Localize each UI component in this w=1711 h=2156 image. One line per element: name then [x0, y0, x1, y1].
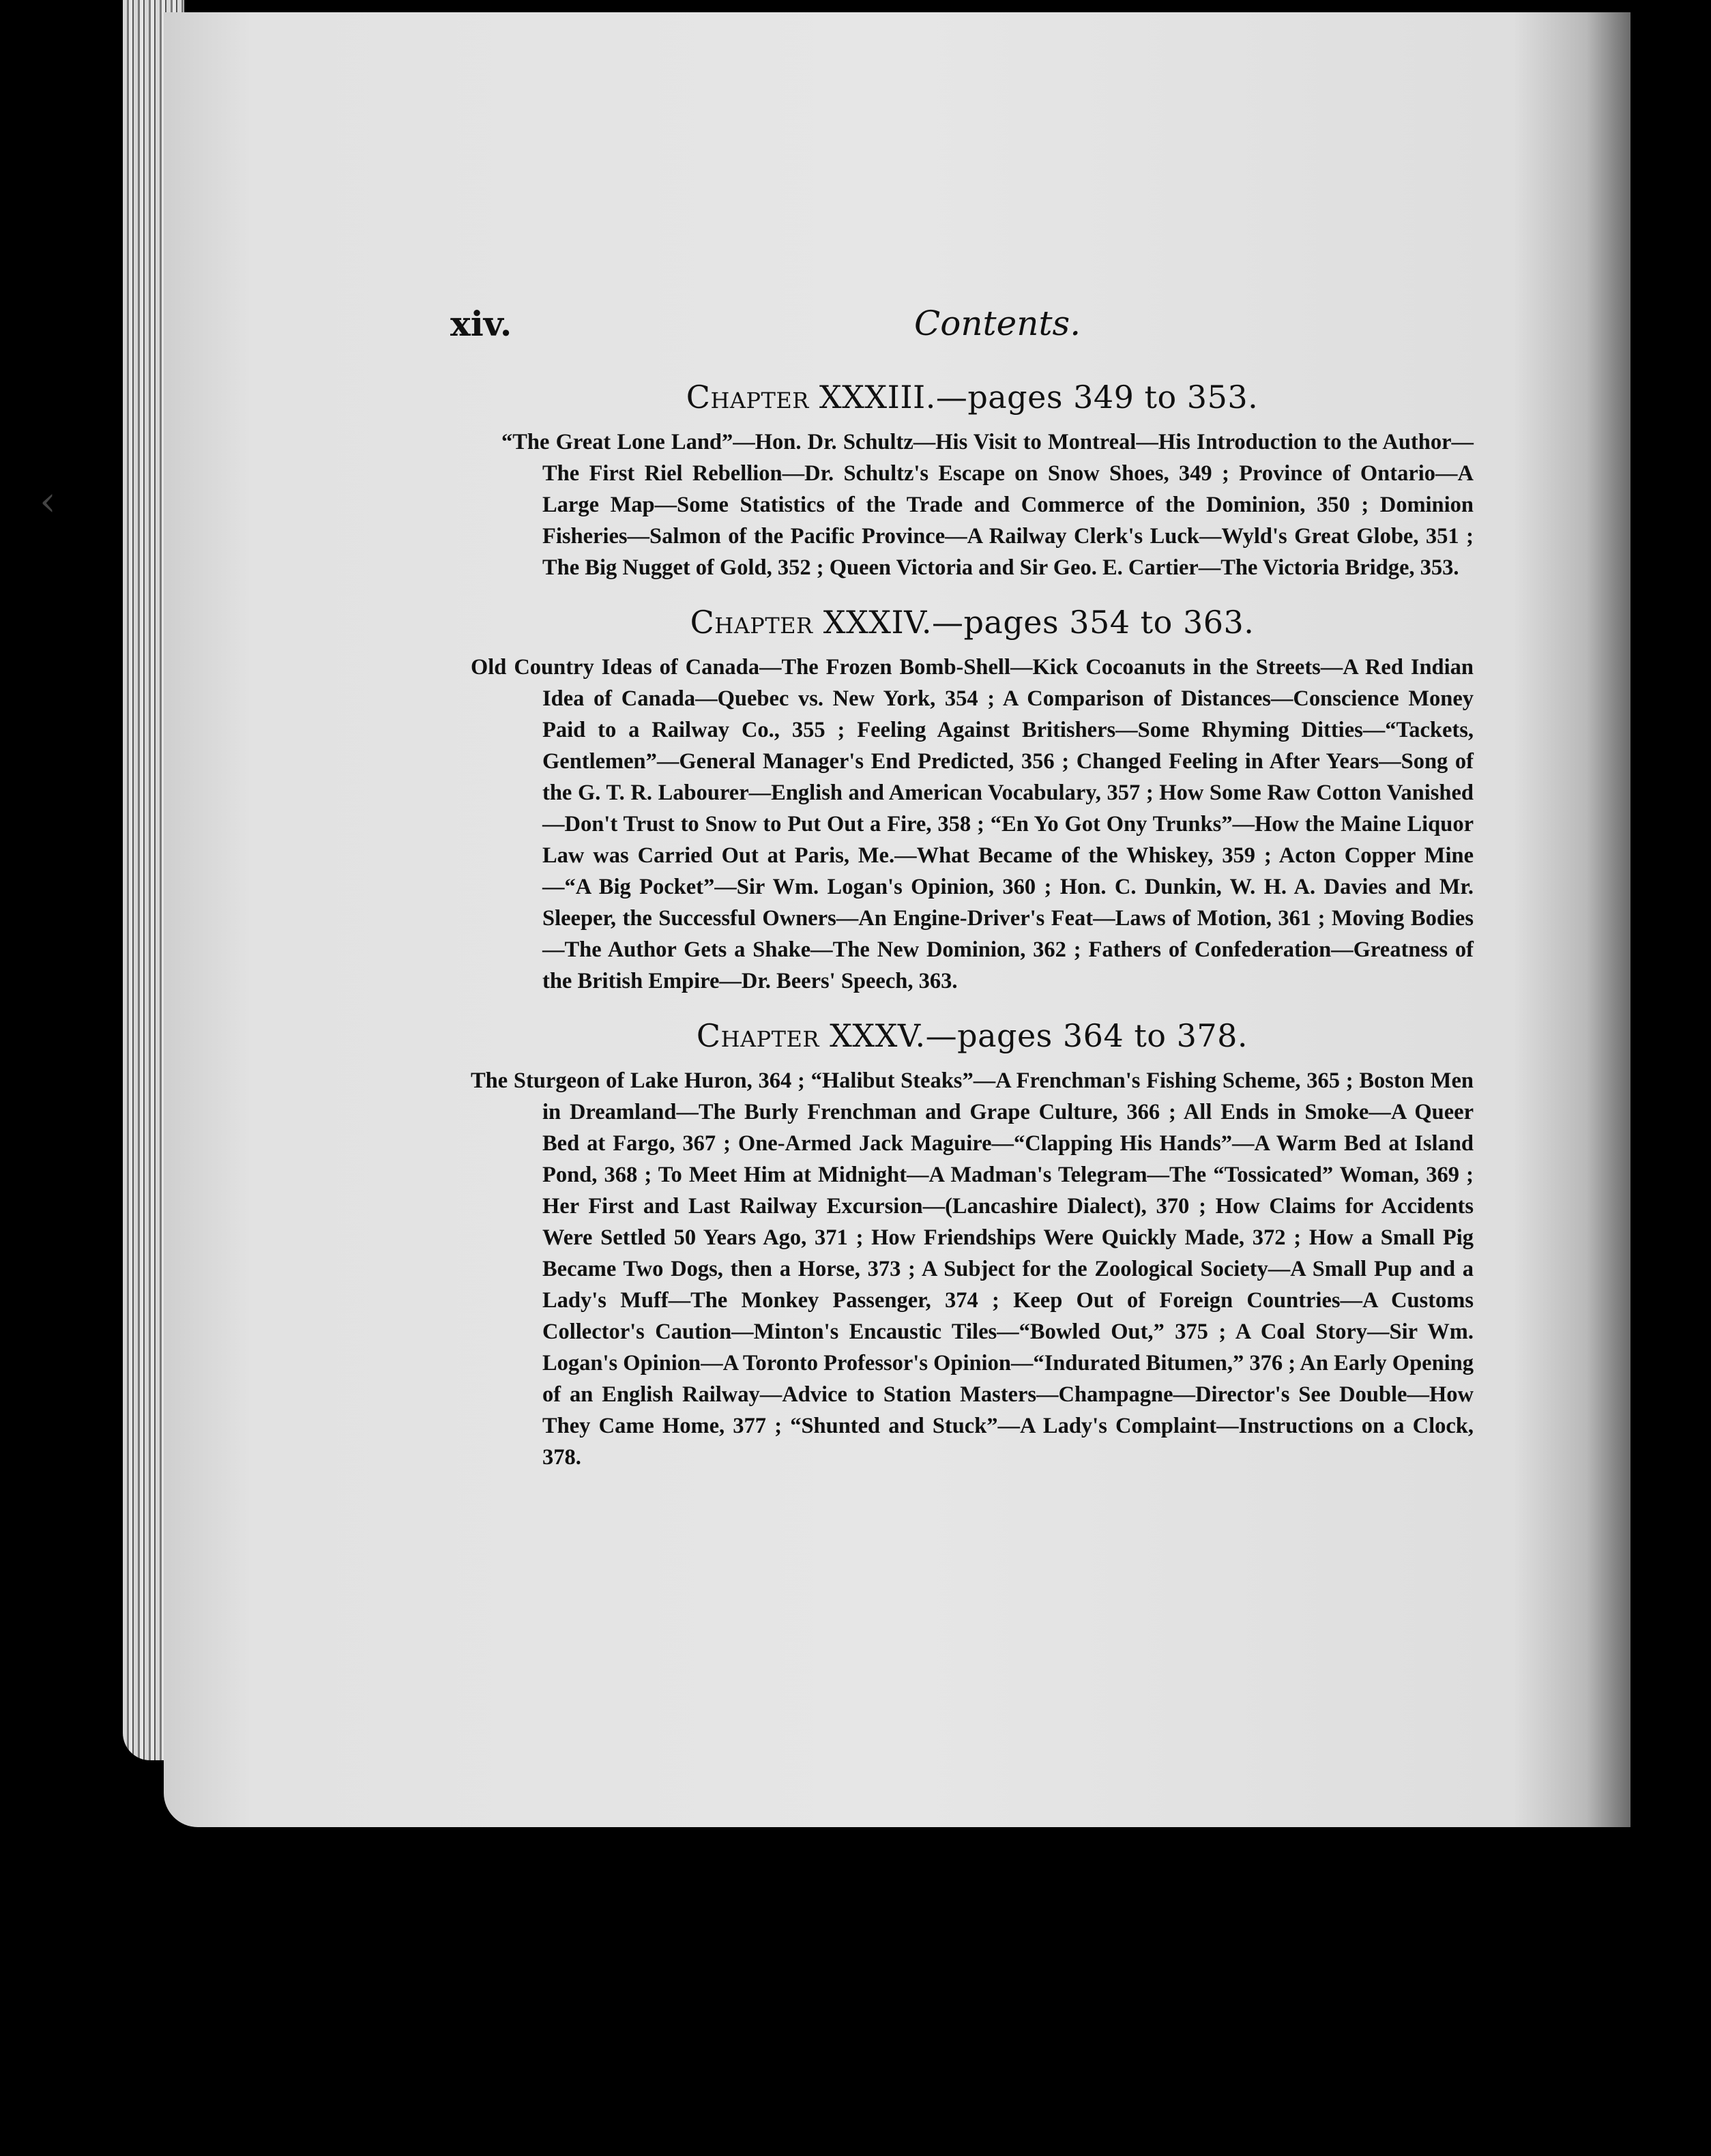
chapter-number-pages: XXXV.—pages 364 to 378. [819, 1017, 1248, 1054]
chapter-section [471, 1017, 1474, 1473]
chapter-label: Chapter [686, 379, 809, 416]
contents-body [471, 379, 1474, 1494]
page-header [450, 304, 1515, 358]
chapter-number-pages: XXXIV.—pages 354 to 363. [813, 604, 1255, 641]
running-title: Contents. [914, 304, 1081, 343]
margin-mark: ‹ [40, 478, 56, 525]
page-number: xiv. [450, 304, 512, 344]
chapter-section [471, 604, 1474, 997]
chapter-number-pages: XXXIII.—pages 349 to 353. [808, 379, 1259, 416]
chapter-summary: Old Country Ideas of Canada—The Frozen Bomb-Shell—Kick Cocoanuts in the Streets—A Red Indian Idea of Canada—Quebec vs. New York, 354 ; A Comparison of Distances—Conscience Money Paid to a Railway Co., 355 ; Feeling Against Britishers—Some Rhyming Ditties—“Tackets, Gentlemen”—General Manager's End Predicted, 356 ; Changed Feeling in After Years—Song of the G. T. R. Labourer—English and American Vocabulary, 357 ; How Some Raw Cotton Vanished—Don't Trust to Snow to Put Out a Fire, 358 ; “En Yo Got Ony Trunks”—How the Maine Liquor Law was Carried Out at Paris, Me.—What Became of the Whiskey, 359 ; Acton Copper Mine—“A Big Pocket”—Sir Wm. Logan's Opinion, 360 ; Hon. C. Dunkin, W. H. A. Davies and Mr. Sleeper, the Successful Owners—An Engine-Driver's Feat—Laws of Motion, 361 ; Moving Bodies—The Author Gets a Shake—The New Dominion, 362 ; Fathers of Confederation—Greatness of the British Empire—Dr. Beers' Speech, 363. [471, 655, 1474, 993]
chapter-heading [471, 379, 1474, 416]
chapter-label: Chapter [696, 1017, 819, 1054]
chapter-section [471, 379, 1474, 583]
chapter-heading [471, 604, 1474, 641]
chapter-summary: “The Great Lone Land”—Hon. Dr. Schultz—His Visit to Montreal—His Introduction to the Author—The First Riel Rebellion—Dr. Schultz's Escape on Snow Shoes, 349 ; Province of Ontario—A Large Map—Some Statistics of the Trade and Commerce of the Dominion, 350 ; Dominion Fisheries—Salmon of the Pacific Province—A Railway Clerk's Luck—Wyld's Great Globe, 351 ; The Big Nugget of Gold, 352 ; Queen Victoria and Sir Geo. E. Cartier—The Victoria Bridge, 353. [501, 430, 1474, 580]
chapter-label: Chapter [690, 604, 813, 641]
chapter-summary: The Sturgeon of Lake Huron, 364 ; “Halibut Steaks”—A Frenchman's Fishing Scheme, 365 ; Boston Men in Dreamland—The Burly Frenchman and Grape Culture, 366 ; All Ends in Smoke—A Queer Bed at Fargo, 367 ; One-Armed Jack Maguire—“Clapping His Hands”—A Warm Bed at Island Pond, 368 ; To Meet Him at Midnight—A Madman's Telegram—The “Tossicated” Woman, 369 ; Her First and Last Railway Excursion—(Lancashire Dialect), 370 ; How Claims for Accidents Were Settled 50 Years Ago, 371 ; How Friendships Were Quickly Made, 372 ; How a Small Pig Became Two Dogs, then a Horse, 373 ; A Subject for the Zoological Society—A Small Pup and a Lady's Muff—The Monkey Passenger, 374 ; Keep Out of Foreign Countries—A Customs Collector's Caution—Minton's Encaustic Tiles—“Bowled Out,” 375 ; A Coal Story—Sir Wm. Logan's Opinion—A Toronto Professor's Opinion—“Indurated Bitumen,” 376 ; An Early Opening of an English Railway—Advice to Station Masters—Champagne—Director's See Double—How They Came Home, 377 ; “Shunted and Stuck”—A Lady's Complaint—Instructions on a Clock, 378. [471, 1068, 1474, 1470]
chapter-heading [471, 1017, 1474, 1054]
